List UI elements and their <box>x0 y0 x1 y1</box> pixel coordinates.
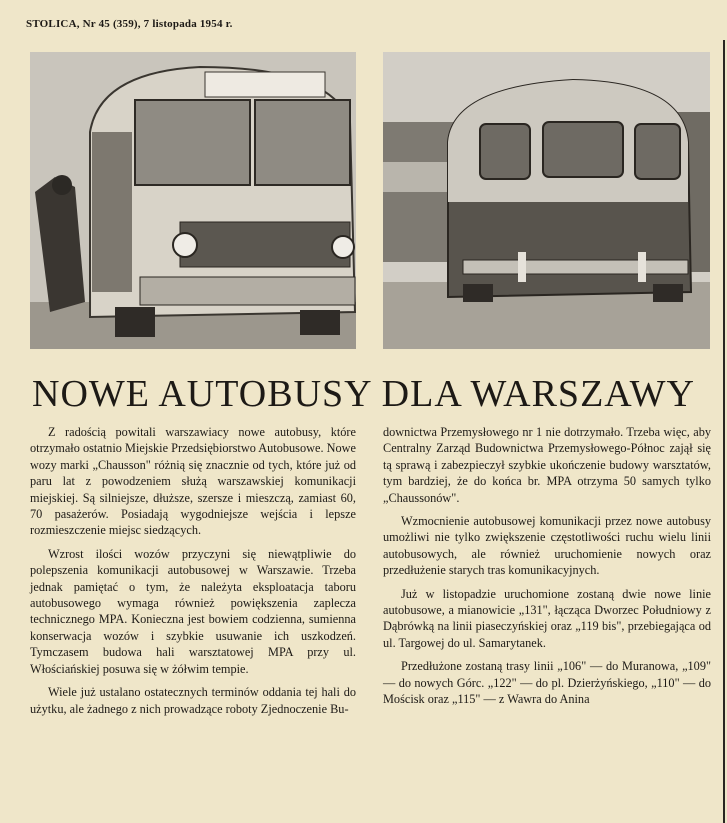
article-paragraph: Wzrost ilości wozów przyczyni się niewątpliwie do polepszenia komunikacji autobusowej w Warszawie. Trzeba jednak pamiętać o tym, że należyta eksploatacja taboru autobusowego wymaga również powiększenia zaplecza technicznego MPA. Konieczna jest bowiem codzienna, sumienna konserwacja wozów i szybkie usuwanie ich uszkodzeń. Tymczasem budowa hali warsztatowej MPA przy ul. Włościańskiej posuwa się w żółwim tempie. <box>30 546 356 676</box>
headline: NOWE AUTOBUSY DLA WARSZAWY <box>32 373 695 415</box>
article-paragraph: Z radością powitali warszawiacy nowe autobusy, które otrzymało ostatnio Miejskie Przedsiębiorstwo Autobusowe. Nowe wozy marki „Chausson" różnią się znacznie od tych, które już od paru lat z powodzeniem służą warszawskiej komunikacji miejskiej. Są silniejsze, dłuższe, szersze i mieszczą, zamiast 60, 70 pasażerów. Posiadają wygodniejsze wejścia i lepsze rozmieszczenie miejsc siedzących. <box>30 425 356 538</box>
masthead: STOLICA, Nr 45 (359), 7 listopada 1954 r. <box>26 18 233 30</box>
article-paragraph: Przedłużone zostaną trasy linii „106" — do Muranowa, „109" — do nowych Górc. „122" — do pl. Dzierżyńskiego, „110" — do Mościsk oraz „115" — z Wawra do Anina <box>383 659 711 707</box>
article-paragraph: Wiele już ustalano ostatecznych terminów oddania tej hali do użytku, ale żadnego z nich prowadzące roboty Zjednoczenie Bu- <box>30 685 356 716</box>
article-left-column <box>30 424 356 724</box>
article-paragraph: Już w listopadzie uruchomione zostaną dwie nowe linie autobusowe, a mianowicie „131", łącząca Dworzec Południowy z Dąbrówką na linii piaseczyńskiej oraz „119 bis", przebiegająca od ul. Targowej do ul. Samarytanek. <box>383 586 711 650</box>
photo-bus-rear <box>383 52 710 349</box>
article-right-column <box>383 424 711 715</box>
photo-bus-front <box>30 52 356 349</box>
article-paragraph: downictwa Przemysłowego nr 1 nie dotrzymało. Trzeba więc, aby Centralny Zarząd Budownictwa Przemysłowego-Północ zajął się tą sprawą i zabezpieczył szybkie ukończenie budowy warsztatów, tym bardziej, że do końca br. MPA otrzyma 50 samych tylko „Chaussonów". <box>383 425 711 505</box>
column-rule <box>723 40 725 823</box>
article-paragraph: Wzmocnienie autobusowej komunikacji przez nowe autobusy umożliwi nie tylko zwiększenie częstotliwości ruchu wielu linii autobusowych, ale również uruchomienie nowych oraz przedłużenie starych tras komunikacyjnych. <box>383 514 711 578</box>
